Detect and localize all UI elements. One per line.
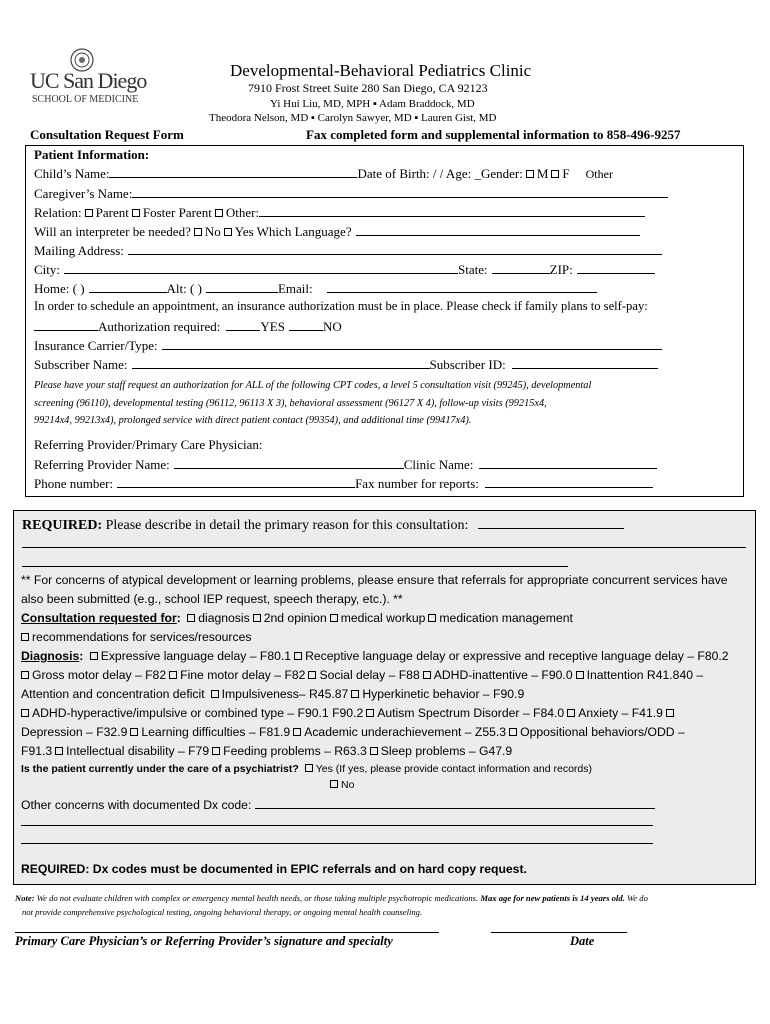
carrier-label: Insurance Carrier/Type: [34, 338, 158, 353]
dx-intellectual-checkbox[interactable] [55, 747, 63, 755]
dx-anxiety-label: Anxiety – F41.9 [578, 706, 663, 720]
diagnosis-heading: Diagnosis [21, 649, 80, 663]
signature-label: Primary Care Physician’s or Referring Provider’s signature and specialty [15, 934, 393, 948]
mailing-label: Mailing Address: [34, 243, 124, 258]
gender-m-checkbox[interactable] [526, 170, 534, 178]
mailing-row [34, 242, 662, 259]
diagnosis-row-4 [21, 706, 677, 720]
self-pay-field[interactable] [34, 318, 98, 331]
other-concerns-field-2[interactable] [21, 813, 653, 826]
auth-no-field[interactable] [289, 318, 323, 331]
physicians-line-1: Yi Hui Liu, MD, MPH ▪ Adam Braddock, MD [270, 98, 475, 110]
form-title: Consultation Request Form [30, 127, 184, 142]
dx-oppositional-label: Oppositional behaviors/ODD – [520, 725, 685, 739]
relation-foster-checkbox[interactable] [132, 209, 140, 217]
relation-other-field[interactable] [259, 204, 645, 217]
diagnosis-checkbox[interactable] [187, 614, 195, 622]
dx-expressive-checkbox[interactable] [90, 652, 98, 660]
reason-field-3[interactable] [22, 554, 568, 567]
email-field[interactable] [327, 280, 597, 293]
date-line[interactable] [491, 932, 627, 933]
referring-phone-label: Phone number: [34, 476, 114, 491]
note-label: Note: [15, 893, 35, 903]
subscriber-name-label: Subscriber Name: [34, 357, 128, 372]
alt-phone-field[interactable] [206, 280, 278, 293]
reason-field-1[interactable] [478, 516, 624, 529]
dx-gross-motor-checkbox[interactable] [21, 671, 29, 679]
relation-foster-label: Foster Parent [142, 205, 212, 220]
diagnosis-label: diagnosis [198, 611, 250, 625]
referring-phone-row [34, 475, 653, 492]
referring-row [34, 456, 657, 473]
interpreter-no-label: No [204, 224, 221, 239]
dx-social-label: Social delay – F88 [319, 668, 420, 682]
logo-name: UC San Diego [30, 68, 147, 93]
dx-adhd-hyperactive-checkbox[interactable] [21, 709, 29, 717]
clinic-name-field[interactable] [479, 456, 657, 469]
dx-learning-checkbox[interactable] [130, 728, 138, 736]
footer-note-line-2: not provide comprehensive psychological testing, ongoing behavioral therapy, or ongoing mental health counseling. [22, 907, 423, 917]
reason-field-2[interactable] [22, 535, 746, 548]
referring-phone-field[interactable] [117, 475, 355, 488]
dx-receptive-label: Receptive language delay or expressive and receptive language delay – F80.2 [305, 649, 729, 663]
consultation-reason-section [13, 510, 756, 885]
cpt-line-2: screening (96110), developmental testing (96112, 96113 X 3), behavioral assessment (96127 X 4), follow-up visits (99215x4, [34, 398, 547, 409]
dx-fine-motor-checkbox[interactable] [169, 671, 177, 679]
dx-academic-label: Academic underachievement – Z55.3 [304, 725, 507, 739]
auth-no-label: NO [322, 319, 342, 334]
dx-inattention-checkbox[interactable] [576, 671, 584, 679]
medication-management-checkbox[interactable] [428, 614, 436, 622]
state-field[interactable] [492, 261, 550, 274]
psychiatrist-no-label: No [341, 779, 355, 791]
relation-row [34, 204, 645, 221]
dx-adhd-hyperactive-label: ADHD-hyperactive/impulsive or combined type – F90.1 F90.2 [32, 706, 364, 720]
dx-odd-code: F91.3 [21, 744, 53, 758]
dx-sleep-checkbox[interactable] [370, 747, 378, 755]
caregiver-label: Caregiver’s Name: [34, 186, 133, 201]
state-label: State: [458, 262, 488, 277]
subscriber-id-label: Subscriber ID: [429, 357, 506, 372]
dx-feeding-checkbox[interactable] [212, 747, 220, 755]
other-concerns-row [21, 796, 655, 812]
dx-impulsiveness-checkbox[interactable] [211, 690, 219, 698]
dx-adhd-inattentive-checkbox[interactable] [423, 671, 431, 679]
consultation-type-row: Consultation requested for: diagnosis 2nd opinion medical workup medication management [21, 611, 573, 625]
authorization-label: Authorization required: [98, 319, 221, 334]
second-opinion-checkbox[interactable] [253, 614, 261, 622]
psychiatrist-row [21, 763, 592, 775]
logo-school: SCHOOL OF MEDICINE [32, 94, 139, 105]
fax-reports-label: Fax number for reports: [355, 476, 479, 491]
dx-inattention-label: Inattention R41.840 – [586, 668, 704, 682]
home-phone-label: Home: ( ) [34, 281, 85, 296]
auth-yes-label: YES [260, 319, 285, 334]
alt-phone-label: Alt: ( ) [166, 281, 202, 296]
mailing-field[interactable] [128, 242, 662, 255]
gender-other-label: Other [585, 167, 613, 181]
city-label: City: [34, 262, 61, 277]
dx-receptive-checkbox[interactable] [294, 652, 302, 660]
diagnosis-row-3 [21, 687, 524, 701]
dx-oppositional-checkbox[interactable] [509, 728, 517, 736]
interpreter-no-checkbox[interactable] [194, 228, 202, 236]
medical-workup-checkbox[interactable] [330, 614, 338, 622]
relation-other-label: Other: [225, 205, 260, 220]
dx-depression-label: Depression – F32.9 [21, 725, 128, 739]
note-text-2: We do [626, 893, 648, 903]
date-label: Date [570, 934, 595, 948]
dx-learning-label: Learning difficulties – F81.9 [141, 725, 291, 739]
ucsd-logo [28, 48, 147, 108]
concerns-line-1: ** For concerns of atypical development or learning problems, please ensure that referrals for appropriate concurrent services have [21, 573, 728, 587]
reason-row [22, 516, 624, 534]
psychiatrist-no-checkbox[interactable] [330, 780, 338, 788]
reason-prompt: Please describe in detail the primary reason for this consultation: [105, 518, 469, 533]
gender-f-label: F [562, 166, 570, 181]
child-name-label: Child’s Name: [34, 166, 110, 181]
carrier-field[interactable] [162, 337, 662, 350]
interpreter-yes-checkbox[interactable] [224, 228, 232, 236]
dx-autism-checkbox[interactable] [366, 709, 374, 717]
referring-name-field[interactable] [174, 456, 404, 469]
gender-f-checkbox[interactable] [551, 170, 559, 178]
diagnosis-row-6 [21, 744, 512, 758]
dx-codes-required: REQUIRED: Dx codes must be documented in EPIC referrals and on hard copy request. [21, 862, 527, 876]
email-label: Email: [277, 281, 313, 296]
psychiatrist-yes-checkbox[interactable] [305, 764, 313, 772]
dob-label: Date of Birth: / / Age: _Gender: [357, 166, 523, 181]
dx-social-checkbox[interactable] [308, 671, 316, 679]
zip-label: ZIP: [549, 262, 573, 277]
signature-line[interactable] [15, 932, 439, 933]
authorization-row [34, 318, 342, 335]
dx-depression-checkbox[interactable] [666, 709, 674, 717]
physicians-line-2: Theodora Nelson, MD ▪ Carolyn Sawyer, MD ▪ Lauren Gist, MD [209, 112, 497, 124]
concerns-line-2: also been submitted (e.g., school IEP request, speech therapy, etc.). ** [21, 592, 403, 606]
psychiatrist-yes-label: Yes (If yes, please provide contact information and records) [315, 763, 593, 775]
psychiatrist-no-row [330, 779, 354, 791]
subscriber-id-field[interactable] [512, 356, 658, 369]
dx-hyperkinetic-label: Hyperkinetic behavior – F90.9 [362, 687, 525, 701]
diagnosis-row-1: Diagnosis: Expressive language delay – F80.1 Receptive language delay or expressive and receptive language delay – F80.2 [21, 649, 729, 663]
gender-m-label: M [536, 166, 549, 181]
interpreter-label: Will an interpreter be needed? [34, 224, 191, 239]
subscriber-row [34, 356, 658, 373]
home-phone-field[interactable] [89, 280, 167, 293]
dx-expressive-label: Expressive language delay – F80.1 [100, 649, 292, 663]
other-concerns-field[interactable] [255, 796, 655, 809]
footer-note-line-1 [15, 893, 648, 903]
patient-info-heading: Patient Information: [34, 147, 150, 162]
medication-management-label: medication management [439, 611, 573, 625]
clinic-address: 7910 Frost Street Suite 280 San Diego, CA 92123 [248, 81, 488, 95]
second-opinion-label: 2nd opinion [263, 611, 327, 625]
recommendations-checkbox[interactable] [21, 633, 29, 641]
subscriber-name-field[interactable] [132, 356, 430, 369]
interpreter-row [34, 223, 640, 240]
dx-adhd-inattentive-label: ADHD-inattentive – F90.0 [433, 668, 573, 682]
diagnosis-row-5 [21, 725, 685, 739]
auth-yes-field[interactable] [226, 318, 260, 331]
referring-heading: Referring Provider/Primary Care Physician: [34, 437, 263, 452]
language-field[interactable] [356, 223, 640, 236]
reason-required-label: REQUIRED: [22, 518, 103, 533]
relation-parent-label: Parent [95, 205, 129, 220]
cpt-line-3: 99214x4, 99213x4), prolonged service with direct patient contact (99354), and additional time (99417x4). [34, 415, 472, 426]
dx-autism-label: Autism Spectrum Disorder – F84.0 [377, 706, 565, 720]
insurance-note: In order to schedule an appointment, an insurance authorization must be in place. Please check if family plans to self-pay: [34, 299, 648, 313]
dx-gross-motor-label: Gross motor delay – F82 [32, 668, 167, 682]
note-max-age: Max age for new patients is 14 years old. [480, 893, 625, 903]
clinic-name: Developmental-Behavioral Pediatrics Clinic [230, 61, 532, 80]
medical-workup-label: medical workup [340, 611, 426, 625]
dx-intellectual-label: Intellectual disability – F79 [66, 744, 210, 758]
dx-hyperkinetic-checkbox[interactable] [351, 690, 359, 698]
child-row [34, 165, 613, 182]
fax-reports-field[interactable] [485, 475, 653, 488]
caregiver-row [34, 185, 668, 202]
psychiatrist-question: Is the patient currently under the care of a psychiatrist? [21, 763, 299, 775]
clinic-name-label: Clinic Name: [403, 457, 474, 472]
city-row [34, 261, 655, 278]
dx-feeding-label: Feeding problems – R63.3 [223, 744, 367, 758]
zip-field[interactable] [577, 261, 655, 274]
phone-row [34, 280, 597, 297]
interpreter-yes-label: Yes Which Language? [234, 224, 352, 239]
relation-label: Relation: [34, 205, 82, 220]
city-field[interactable] [64, 261, 458, 274]
fax-instruction: Fax completed form and supplemental information to 858-496-9257 [306, 127, 681, 142]
dx-academic-checkbox[interactable] [293, 728, 301, 736]
cpt-line-1: Please have your staff request an authorization for ALL of the following CPT codes, a level 5 consultation visit (99245), developmental [34, 380, 592, 391]
relation-parent-checkbox[interactable] [85, 209, 93, 217]
note-text-1: We do not evaluate children with complex or emergency mental health needs, or those taking multiple psychotropic medications. [36, 893, 479, 903]
dx-impulsiveness-label: Impulsiveness– R45.87 [221, 687, 349, 701]
recommendations-label: recommendations for services/resources [32, 630, 252, 644]
other-concerns-label: Other concerns with documented Dx code: [21, 798, 252, 812]
relation-other-checkbox[interactable] [215, 209, 223, 217]
other-concerns-field-3[interactable] [21, 831, 653, 844]
dx-sleep-label: Sleep problems – G47.9 [380, 744, 513, 758]
consultation-type-label: Consultation requested for [21, 611, 177, 625]
recommendations-row [21, 630, 251, 644]
diagnosis-row-2 [21, 668, 703, 682]
dx-fine-motor-label: Fine motor delay – F82 [180, 668, 306, 682]
caregiver-field[interactable] [132, 185, 668, 198]
patient-information-section [25, 145, 744, 497]
carrier-row [34, 337, 662, 354]
dx-attention-label: Attention and concentration deficit [21, 687, 205, 701]
referring-name-label: Referring Provider Name: [34, 457, 170, 472]
child-name-field[interactable] [109, 165, 357, 178]
dx-anxiety-checkbox[interactable] [567, 709, 575, 717]
